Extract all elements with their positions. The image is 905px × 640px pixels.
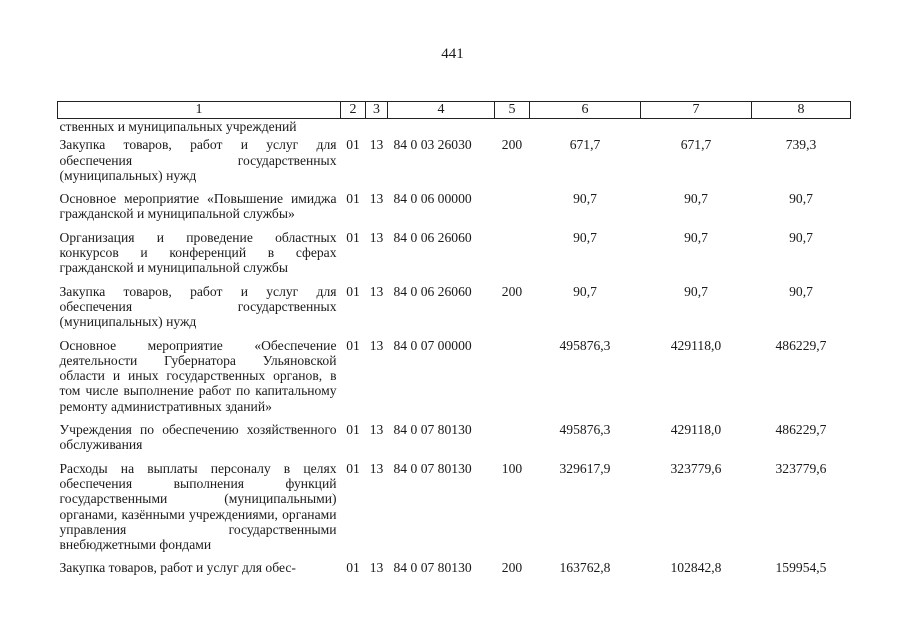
row-amount-col6 — [530, 119, 641, 138]
row-section — [341, 119, 366, 138]
row-amount-col8 — [752, 119, 851, 138]
row-target-article: 84 0 06 00000 — [393, 191, 472, 207]
row-subsection: 13 — [369, 422, 384, 438]
row-name: Расходы на выплаты персоналу в целях обеспечения выполнения функций государственными (муниципальными) органами, казёнными учреждениями, органами управления государственными внебюджетными фондами — [59, 460, 337, 553]
row-subsection: 13 — [369, 191, 384, 207]
row-amount-col7: 429118,0 — [670, 422, 722, 438]
row-target-article: 84 0 07 80130 — [393, 460, 472, 476]
header-col-7: 7 — [641, 102, 752, 119]
row-target-article: 84 0 07 00000 — [393, 337, 472, 353]
row-amount-col7 — [641, 119, 752, 138]
row-amount-col7: 90,7 — [684, 191, 708, 207]
row-name: ственных и муниципальных учреждений — [59, 119, 297, 134]
row-amount-col6: 90,7 — [573, 229, 597, 245]
page-number: 441 — [441, 46, 464, 62]
row-expense-type — [495, 230, 530, 284]
table-body — [58, 119, 851, 584]
row-name: Учреждения по обеспечению хозяйственного обслуживания — [59, 422, 337, 453]
header-col-5: 5 — [495, 102, 530, 119]
row-expense-type: 200 — [501, 560, 523, 576]
row-subsection: 13 — [369, 137, 384, 153]
row-subsection: 13 — [369, 460, 384, 476]
row-name: Закупка товаров, работ и услуг для обеспечения государственных (муниципальных) нужд — [59, 283, 337, 330]
row-amount-col6: 671,7 — [569, 137, 601, 153]
row-amount-col8: 739,3 — [785, 137, 817, 153]
header-col-8: 8 — [752, 102, 851, 119]
header-col-3: 3 — [366, 102, 388, 119]
row-amount-col6: 495876,3 — [559, 422, 611, 438]
header-col-1: 1 — [58, 102, 341, 119]
row-amount-col6: 90,7 — [573, 283, 597, 299]
row-subsection: 13 — [369, 229, 384, 245]
row-target-article: 84 0 06 26060 — [393, 283, 472, 299]
row-name: Закупка товаров, работ и услуг для обеспечения государственных (муниципальных) нужд — [59, 137, 337, 183]
row-amount-col7: 671,7 — [680, 137, 712, 153]
row-amount-col8: 90,7 — [789, 283, 813, 299]
table-row — [58, 461, 851, 561]
row-amount-col6: 90,7 — [573, 191, 597, 207]
row-target-article: 84 0 07 80130 — [393, 422, 472, 438]
table-row — [58, 422, 851, 461]
row-subsection: 13 — [369, 283, 384, 299]
header-col-2: 2 — [341, 102, 366, 119]
row-subsection: 13 — [369, 337, 384, 353]
row-section: 01 — [346, 283, 360, 299]
row-amount-col7: 429118,0 — [670, 337, 722, 353]
row-amount-col8: 486229,7 — [775, 422, 827, 438]
row-name: Организация и проведение областных конкурсов и конференций в сферах гражданской и муниципальной службы — [59, 229, 337, 276]
row-amount-col7: 102842,8 — [670, 560, 722, 576]
table-row — [58, 560, 851, 583]
row-expense-type — [495, 119, 530, 138]
row-amount-col6: 163762,8 — [559, 560, 611, 576]
table-header — [58, 102, 851, 119]
row-amount-col8: 90,7 — [789, 191, 813, 207]
row-amount-col7: 90,7 — [684, 283, 708, 299]
row-name: Основное мероприятие «Обеспечение деятельности Губернатора Ульяновской области и иных государственных органов, в том числе выполнение работ по капитальному ремонту административных зданий» — [59, 337, 337, 414]
row-section: 01 — [346, 337, 360, 353]
row-amount-col7: 323779,6 — [670, 460, 722, 476]
row-amount-col8: 323779,6 — [775, 460, 827, 476]
row-name: Основное мероприятие «Повышение имиджа гражданской и муниципальной службы» — [59, 191, 337, 222]
row-section: 01 — [346, 191, 360, 207]
row-target-article — [388, 119, 495, 138]
header-row — [58, 102, 851, 119]
table-row — [58, 119, 851, 138]
row-subsection — [366, 119, 388, 138]
table-row — [58, 338, 851, 422]
row-name: Закупка товаров, работ и услуг для обес- — [59, 560, 296, 576]
row-amount-col6: 329617,9 — [559, 460, 611, 476]
header-col-4: 4 — [388, 102, 495, 119]
row-expense-type — [495, 338, 530, 422]
row-expense-type — [495, 422, 530, 461]
row-section: 01 — [346, 460, 360, 476]
table-row — [58, 230, 851, 284]
row-expense-type: 200 — [501, 137, 523, 153]
row-amount-col7: 90,7 — [684, 229, 708, 245]
row-amount-col6: 495876,3 — [559, 337, 611, 353]
row-expense-type: 200 — [501, 283, 523, 299]
row-amount-col8: 486229,7 — [775, 337, 827, 353]
budget-table — [57, 101, 851, 584]
table-row — [58, 284, 851, 338]
row-subsection: 13 — [369, 560, 384, 576]
row-section: 01 — [346, 137, 360, 153]
header-col-6: 6 — [530, 102, 641, 119]
row-section: 01 — [346, 560, 360, 576]
row-amount-col8: 90,7 — [789, 229, 813, 245]
row-target-article: 84 0 06 26060 — [393, 229, 472, 245]
row-section: 01 — [346, 229, 360, 245]
row-expense-type — [495, 191, 530, 230]
row-section: 01 — [346, 422, 360, 438]
row-amount-col8: 159954,5 — [775, 560, 827, 576]
row-target-article: 84 0 03 26030 — [393, 137, 472, 153]
row-target-article: 84 0 07 80130 — [393, 560, 472, 576]
table-row — [58, 137, 851, 191]
table-row — [58, 191, 851, 230]
row-expense-type: 100 — [501, 460, 523, 476]
